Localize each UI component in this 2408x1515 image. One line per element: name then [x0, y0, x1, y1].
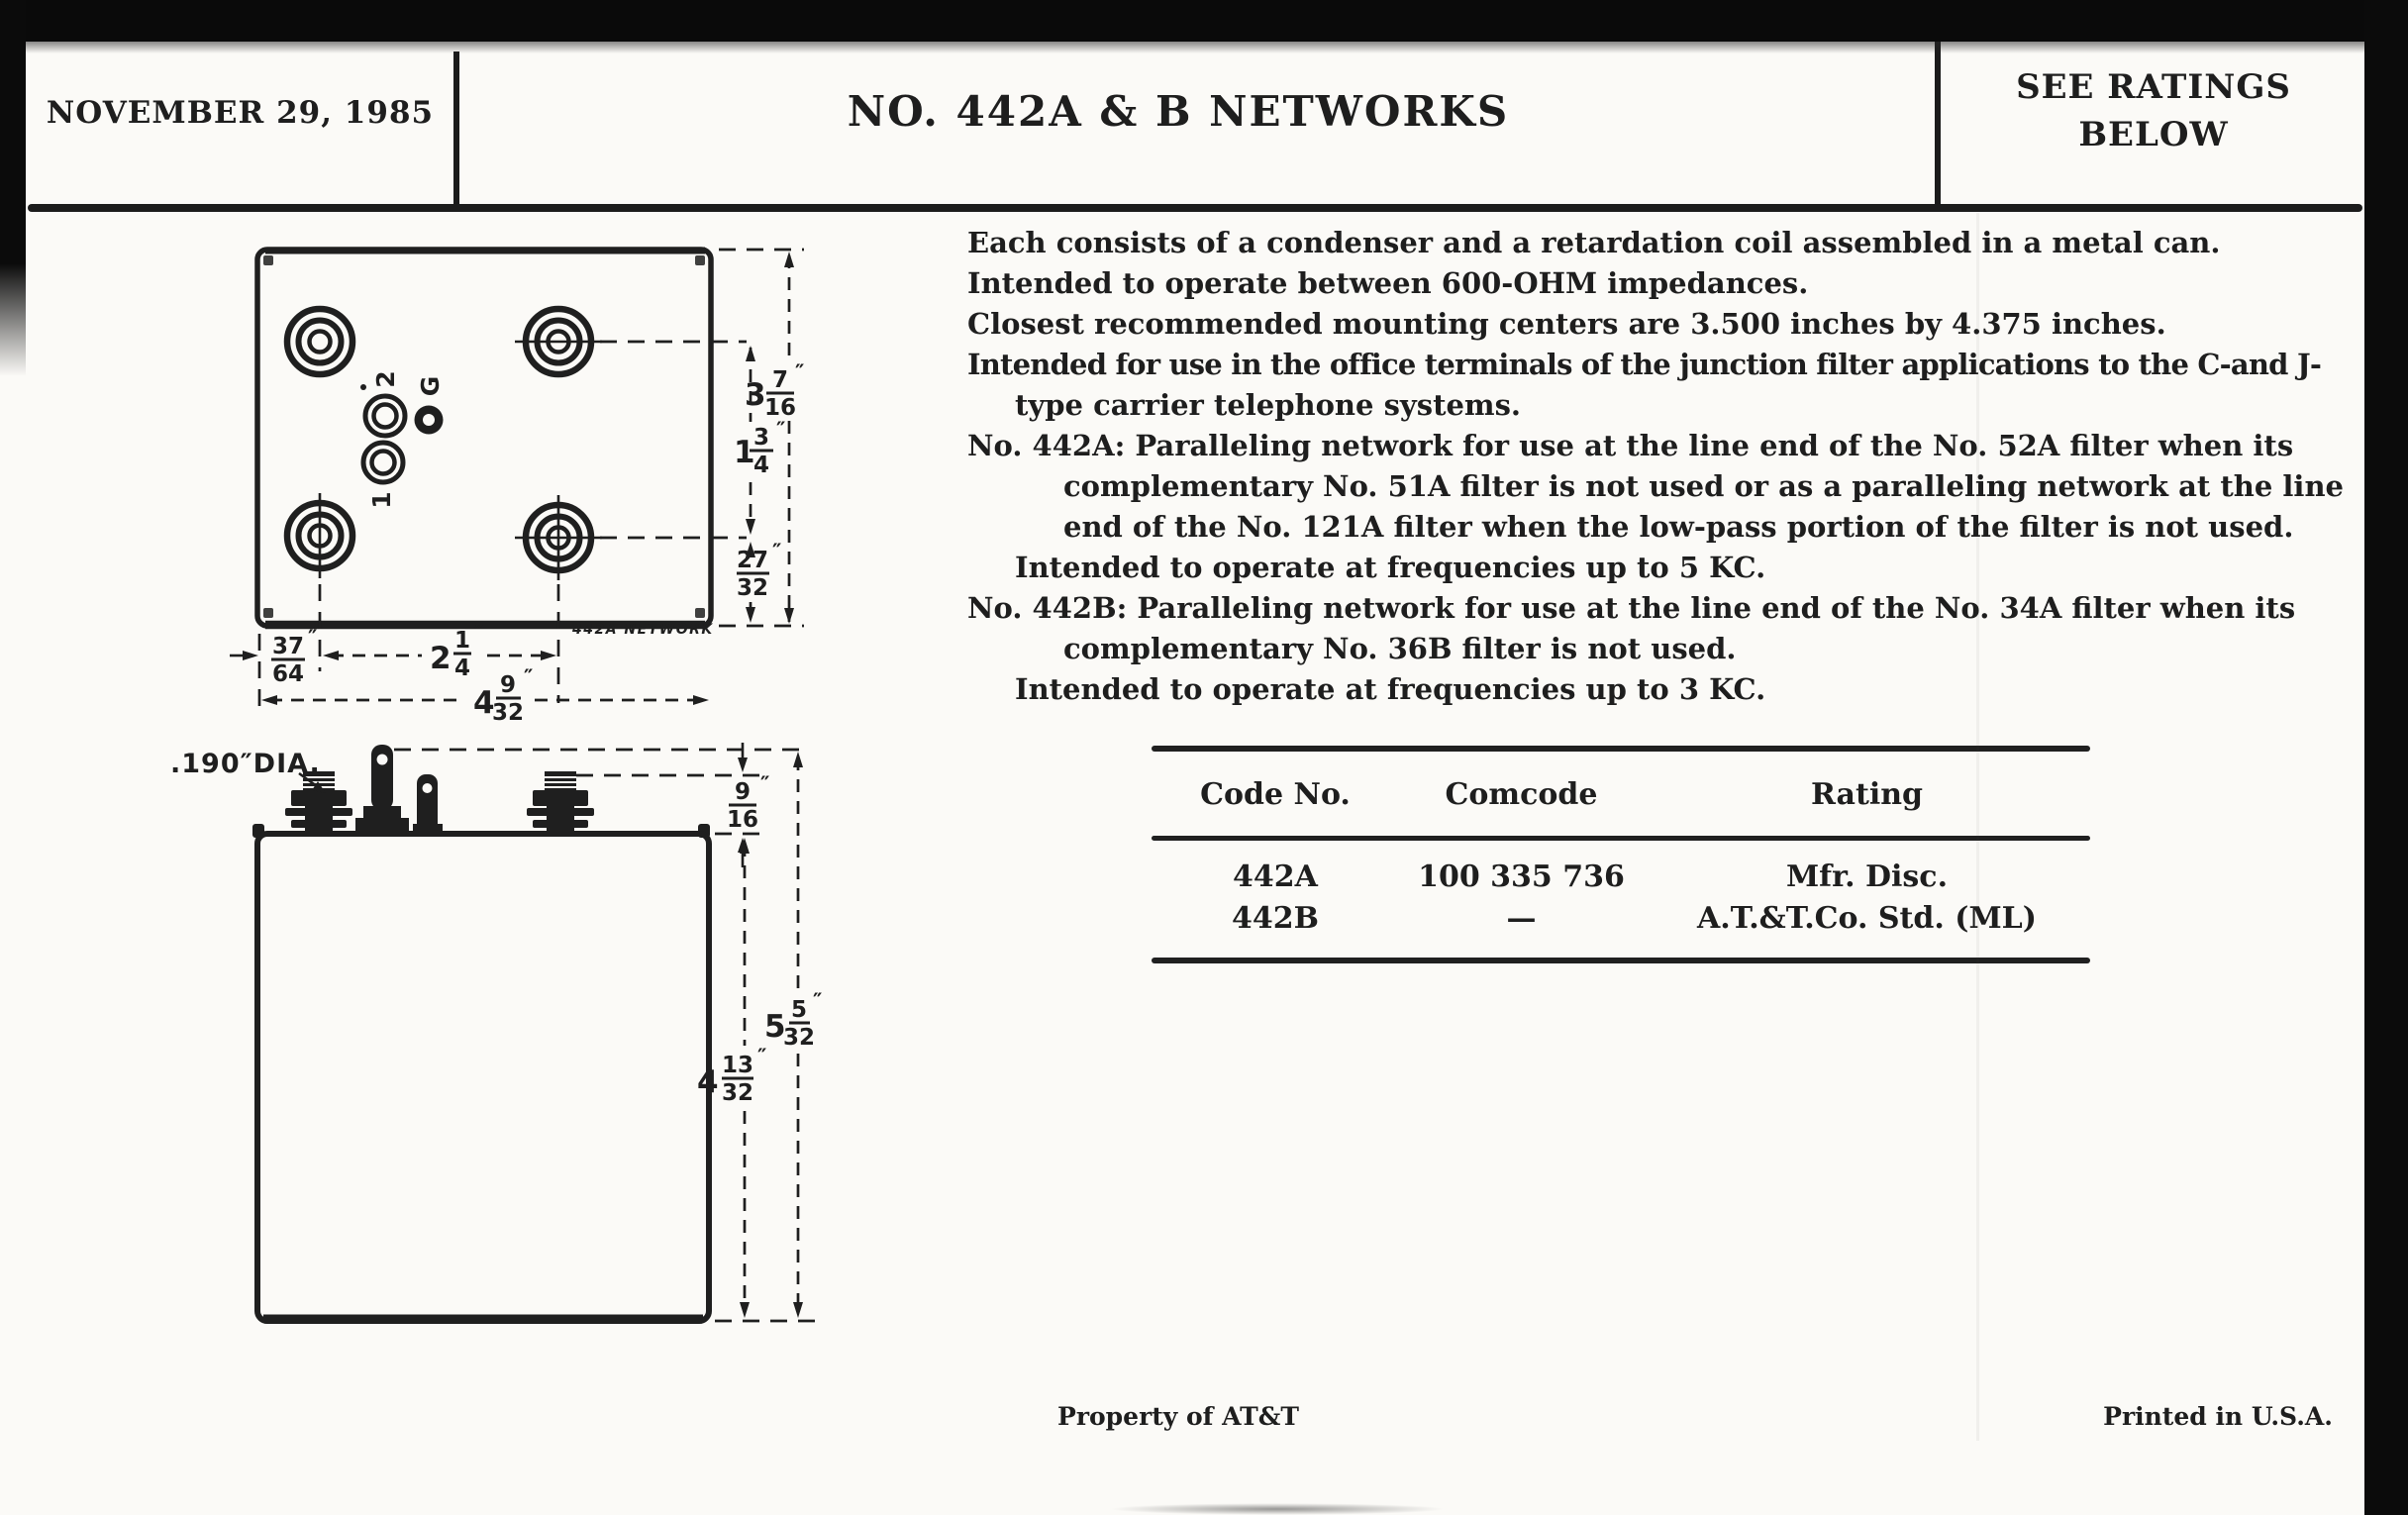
table-header-rating: Rating [1810, 777, 1924, 812]
scan-smudge [1109, 1503, 1446, 1515]
scan-edge-top-fade [0, 42, 2408, 53]
table-cell-comcode: — [1506, 901, 1537, 936]
terminal-1-label: 1 [367, 491, 396, 509]
description-line: Intended to operate at frequencies up to 3 KC. [1015, 672, 1766, 706]
description-line: Closest recommended mounting centers are 3.500 inches by 4.375 inches. [967, 307, 2166, 341]
can-side-outline [252, 824, 710, 1321]
svg-text:37: 37 [271, 634, 305, 659]
description-line: Intended to operate between 600-OHM impedances. [967, 266, 1809, 300]
svg-text:″: ″ [308, 626, 318, 650]
stud-diameter-label: .190″DIA. [170, 749, 321, 779]
header-rule [28, 204, 2362, 212]
svg-text:32: 32 [782, 1025, 816, 1051]
table-cell-code: 442A [1233, 859, 1318, 894]
svg-text:″: ″ [757, 1045, 767, 1068]
header-divider-right [1935, 26, 1941, 211]
drawing-caption: 442A NETWORK [572, 622, 714, 638]
svg-text:4: 4 [752, 453, 770, 478]
description-line: type carrier telephone systems. [1015, 388, 1522, 422]
description-line: No. 442B: Paralleling network for use at the line end of the No. 34A filter when its [967, 591, 2296, 625]
table-cell-rating: Mfr. Disc. [1785, 859, 1949, 894]
svg-text:9: 9 [499, 672, 517, 698]
svg-text:32: 32 [491, 700, 525, 726]
svg-text:32: 32 [736, 575, 769, 601]
description-line: Intended for use in the office terminals of the junction filter applications to the C-and J- [967, 348, 2322, 381]
scan-edge-left [0, 0, 26, 376]
svg-text:16: 16 [763, 395, 797, 421]
table-header-code: Code No. [1200, 777, 1351, 812]
description-line: end of the No. 121A filter when the low-pass portion of the filter is not used. [1063, 510, 2294, 544]
table-rule-bottom [1152, 958, 2090, 963]
scan-edge-right [2364, 0, 2408, 1515]
header-divider-left [453, 51, 459, 210]
dim-bottom-offset [737, 540, 781, 601]
terminal-1 [363, 443, 403, 482]
table-cell-code: 442B [1232, 901, 1319, 936]
footer-property-notice: Property of AT&T [1057, 1402, 1299, 1431]
terminal-g-label: G [416, 375, 445, 397]
table-header-comcode: Comcode [1445, 777, 1598, 812]
top-view-drawing [149, 228, 842, 743]
description-line: complementary No. 36B filter is not used. [1063, 632, 1737, 665]
svg-text:9: 9 [734, 779, 752, 805]
paper-fold-line [1976, 213, 1979, 1441]
mounting-stud-right [527, 771, 594, 835]
ratings-note-line1: SEE RATINGS [2016, 67, 2291, 107]
svg-text:3: 3 [745, 377, 766, 413]
dim-center-height [734, 418, 785, 478]
svg-text:32: 32 [721, 1080, 754, 1106]
side-view-drawing [149, 728, 842, 1332]
page-title: NO. 442A & B NETWORKS [847, 87, 1510, 136]
svg-text:64: 64 [271, 661, 305, 687]
terminal-g [415, 406, 444, 435]
description-line: Each consists of a condenser and a retardation coil assembled in a metal can. [967, 226, 2221, 259]
ratings-note [1947, 63, 2360, 158]
description-line: Intended to operate at frequencies up to 5 KC. [1015, 551, 1766, 584]
dim-overall-width [473, 665, 533, 726]
svg-text:5: 5 [790, 997, 808, 1023]
ratings-note-line2: BELOW [2078, 115, 2229, 154]
dim-left-offset [271, 626, 317, 687]
description-line: No. 442A: Paralleling network for use at the line end of the No. 52A filter when its [967, 429, 2294, 462]
svg-text:4: 4 [473, 685, 495, 721]
dim-overall-height [764, 989, 822, 1051]
svg-text:7: 7 [771, 367, 789, 393]
terminal-lug-short [413, 774, 443, 834]
svg-text:2: 2 [430, 641, 452, 676]
svg-text:″: ″ [760, 772, 770, 796]
ratings-table [1152, 746, 2090, 963]
dim-stud-height [727, 772, 769, 833]
svg-text:″: ″ [795, 360, 805, 384]
dim-overall-height [745, 360, 804, 421]
description-line: complementary No. 51A filter is not used or as a paralleling network at the line [1063, 469, 2344, 503]
table-cell-rating: A.T.&T.Co. Std. (ML) [1697, 901, 2037, 936]
terminal-2-label: 2 [371, 370, 400, 388]
svg-text:3: 3 [752, 425, 770, 451]
table-cell-comcode: 100 335 736 [1418, 859, 1625, 894]
issue-date: NOVEMBER 29, 1985 [46, 95, 435, 131]
mounting-hole-upper-left [287, 309, 352, 374]
svg-text:4: 4 [697, 1064, 719, 1100]
svg-text:″: ″ [524, 665, 534, 689]
svg-text:″: ″ [772, 540, 782, 563]
svg-text:″: ″ [474, 621, 484, 645]
terminal-2 [365, 396, 405, 436]
mounting-stud-left [285, 771, 352, 835]
table-header-row [1152, 752, 2090, 836]
terminal-lug-tall [355, 745, 409, 834]
dim-center-width [430, 621, 483, 681]
description-block [967, 223, 2344, 710]
svg-text:1: 1 [453, 628, 471, 654]
svg-text:″: ″ [813, 989, 823, 1013]
svg-text:1: 1 [734, 435, 755, 470]
footer-printed-notice: Printed in U.S.A. [2103, 1402, 2333, 1431]
svg-text:5: 5 [764, 1009, 786, 1045]
speck [360, 384, 366, 390]
svg-text:16: 16 [726, 807, 759, 833]
svg-text:13: 13 [721, 1053, 754, 1078]
svg-text:27: 27 [736, 548, 769, 573]
svg-text:4: 4 [453, 656, 471, 681]
svg-text:″: ″ [776, 418, 786, 442]
scan-edge-top [0, 0, 2408, 42]
table-body [1152, 841, 2090, 958]
